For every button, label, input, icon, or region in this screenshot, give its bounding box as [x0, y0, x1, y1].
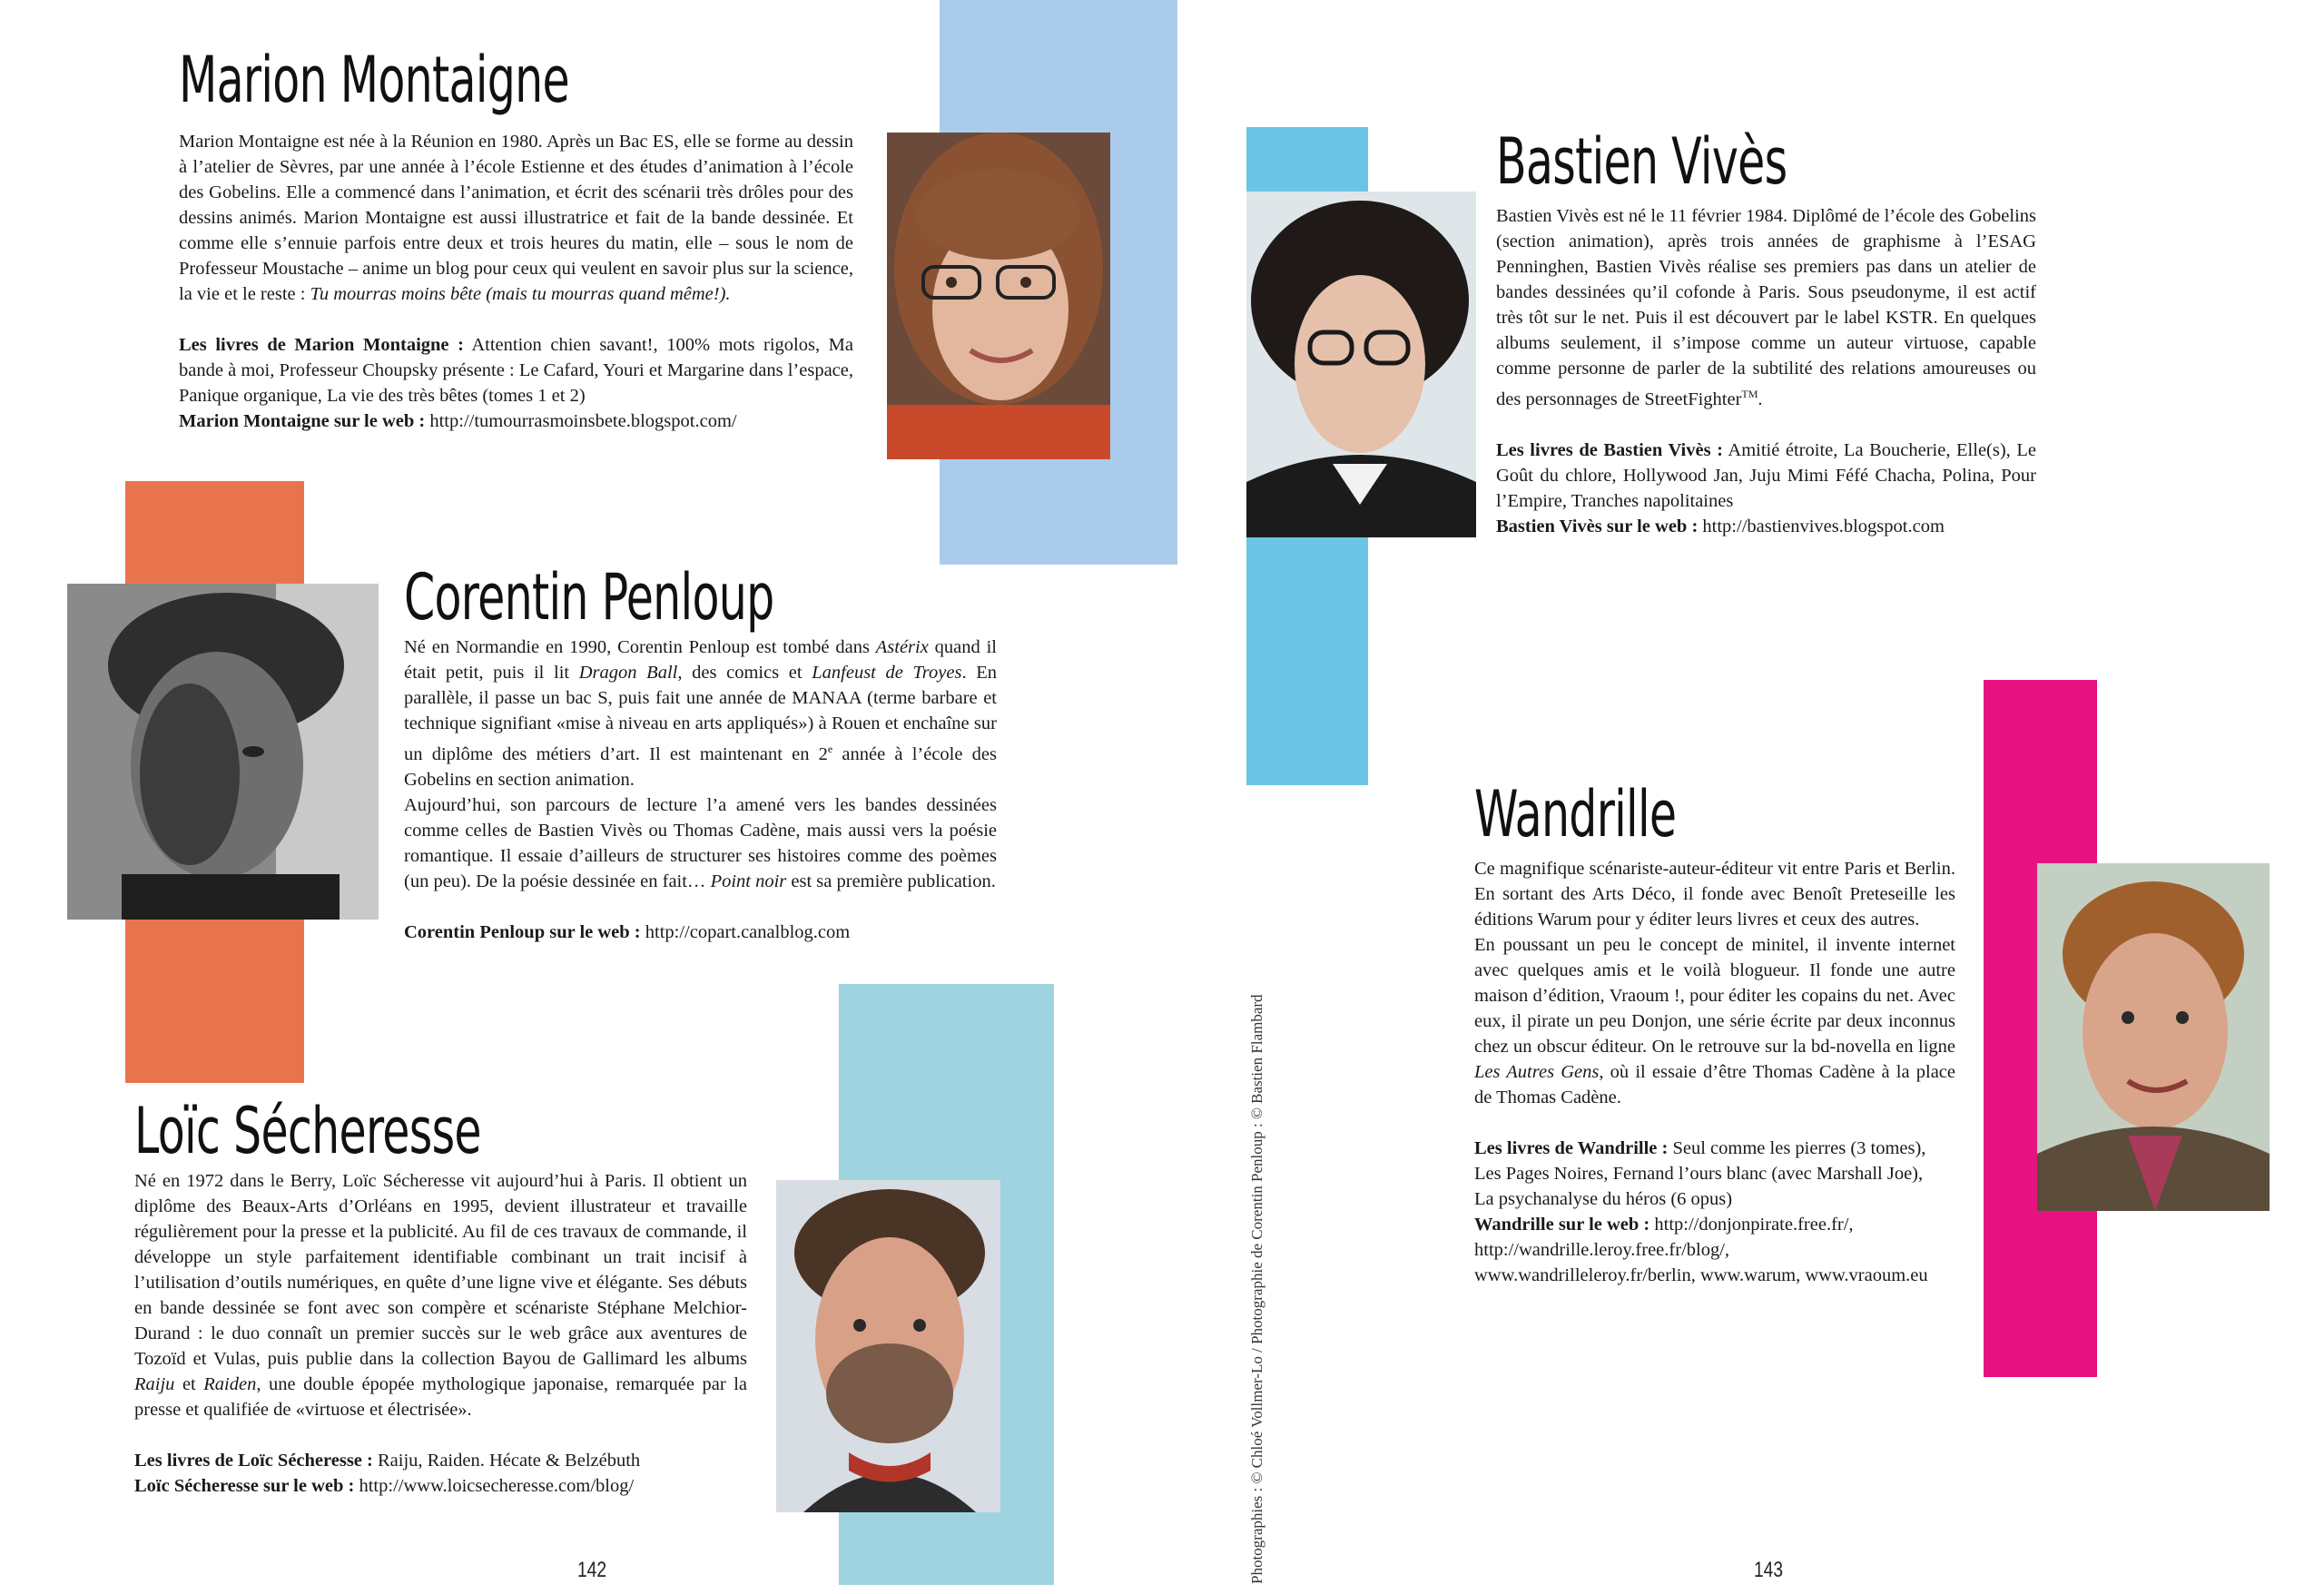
name-marion-montaigne: Marion Montaigne [179, 43, 569, 117]
photo-credit: Photographies : © Chloé Vollmer-Lo / Photographie de Corentin Penloup : © Bastien Flambard [1248, 994, 1265, 1584]
title-asterix: Astérix [875, 637, 929, 657]
web-link[interactable]: http://donjonpirate.free.fr/, [1649, 1215, 1854, 1235]
web-label: Wandrille sur le web : [1474, 1215, 1650, 1235]
bio-loic-secheresse [134, 1168, 747, 1499]
books-list: La psychanalyse du héros (6 opus) [1474, 1189, 1733, 1209]
bio-text: année à l’école des Gobelins en section animation. [404, 743, 997, 790]
title-lanfeust: Lanfeust de Troyes [812, 663, 962, 683]
page-number-right: 143 [1754, 1558, 1784, 1582]
portrait-wandrille [2037, 863, 2270, 1211]
books-label: Les livres de Bastien Vivès : [1496, 439, 1723, 460]
portrait-corentin-penloup [67, 584, 379, 920]
books-list: Seul comme les pierres (3 tomes), [1668, 1138, 1926, 1158]
web-link[interactable]: www.wandrilleleroy.fr/berlin, www.warum, www.vraoum.eu [1474, 1265, 1928, 1285]
trademark-sup: TM [1741, 388, 1758, 400]
web-link[interactable]: http://bastienvives.blogspot.com [1698, 516, 1945, 536]
name-loic-secheresse: Loïc Sécheresse [134, 1094, 481, 1168]
bio-text: . [1758, 389, 1763, 409]
bio-text: . En parallèle, il passe un bac S, puis fait une année de MANAA (terme barbare et technique signifiant «mise à niveau en arts appliqués») à Rouen et enchaîne sur un diplôme des métiers d’art. Il est maintenant en 2 [404, 663, 997, 764]
books-list: Attention chien savant!, 100% mots rigolos, Ma bande à moi, Professeur Choupsky présente : Le Cafard, Youri et Margarine dans l’espace, Panique organique, La vie des très bêtes (tomes 1 et 2) [179, 335, 853, 406]
web-label: Loïc Sécheresse sur le web : [134, 1476, 355, 1496]
blog-title: Tu mourras moins bête (mais tu mourras quand même!). [310, 284, 731, 304]
bio-text: , où il essaie d’être Thomas Cadène à la place de Thomas Cadène. [1474, 1062, 1955, 1107]
books-list: Raiju, Raiden. Hécate & Belzébuth [372, 1451, 641, 1471]
bio-text: et [174, 1374, 204, 1394]
bio-text: quand il était petit, puis il lit [404, 637, 997, 683]
books-list: Amitié étroite, La Boucherie, Elle(s), Le Goût du chlore, Hollywood Jan, Juju Mimi Féfé Chacha, Polina, Pour l’Empire, Tranches napolitaines [1496, 439, 2036, 511]
bio-text: Né en 1972 dans le Berry, Loïc Sécheresse vit aujourd’hui à Paris. Il obtient un diplôme des Beaux-Arts d’Orléans en 1995, devient illustrateur et travaille régulièrement pour la presse et la publicité. Au fil de ces travaux de commande, il développe un style parfaitement identifiable combinant un trait incisif à l’utilisation d’outils numériques, en quête d’une ligne vive et élégante. Ses débuts en bande dessinée se font avec son compère et scénariste Stéphane Melchior-Durand : le duo connaît un premier succès sur le web grâce aux aventures de Tozoïd et Vulas, puis publie dans la collection Bayou de Gallimard les albums [134, 1171, 747, 1369]
title-point-noir: Point noir [710, 871, 787, 891]
portrait-loic-secheresse [776, 1180, 1000, 1512]
bio-marion-montaigne [179, 129, 853, 434]
web-label: Corentin Penloup sur le web : [404, 921, 641, 942]
bio-text: Aujourd’hui, son parcours de lecture l’a amené vers les bandes dessinées comme celles de Bastien Vivès ou Thomas Cadène, mais aussi vers la poésie romantique. Il essaie d’ailleurs de structurer ses histoires comme des poèmes (un peu). De la poésie dessinée en fait… [404, 794, 997, 891]
portrait-bastien-vives [1246, 192, 1476, 537]
bio-text: , des comics et [677, 663, 812, 683]
books-list: Les Pages Noires, Fernand l’ours blanc (avec Marshall Joe), [1474, 1164, 1924, 1184]
page-number-left: 142 [577, 1558, 607, 1582]
ordinal-sup: e [827, 743, 833, 755]
web-link[interactable]: http://www.loicsecheresse.com/blog/ [354, 1476, 635, 1496]
bio-text: En poussant un peu le concept de minitel, il invente internet avec quelques amis et le voilà blogueur. Il fonde une autre maison d’édition, Vraoum !, pour éditer les copains du net. Avec eux, il pirate un peu Donjon, une série écrite par deux inconnus chez un obscur éditeur. On le retrouve sur la bd-novella en ligne [1474, 935, 1955, 1057]
title-dragon-ball: Dragon Ball [578, 663, 678, 683]
web-label: Marion Montaigne sur le web : [179, 411, 426, 431]
title-raiju: Raiju [134, 1374, 175, 1394]
name-bastien-vives: Bastien Vivès [1496, 124, 1787, 199]
web-label: Bastien Vivès sur le web : [1496, 516, 1699, 536]
bio-text: Marion Montaigne est née à la Réunion en 1980. Après un Bac ES, elle se forme au dessin à l’atelier de Sèvres, par une année à l’école Estienne et des études d’animation à l’école des Gobelins. Elle a commencé dans l’animation, et écrit des scénarii très drôles pour des dessins animés. Marion Montaigne est aussi illustratrice et fait de la bande dessinée. Et comme elle s’ennuie parfois entre deux et trois heures du matin, elle – sous le nom de Professeur Moustache – anime un blog pour ceux qui veulent en savoir plus sur la science, la vie et le reste : [179, 132, 853, 304]
web-link[interactable]: http://copart.canalblog.com [640, 921, 851, 942]
bio-text: Ce magnifique scénariste-auteur-éditeur vit entre Paris et Berlin. En sortant des Arts Déco, il fonde avec Benoît Preteseille les éditions Warum pour y éditer leurs livres et ceux des autres. [1474, 859, 1955, 930]
books-label: Les livres de Marion Montaigne : [179, 335, 464, 355]
web-link[interactable]: http://tumourrasmoinsbete.blogspot.com/ [425, 411, 737, 431]
bio-corentin-penloup [404, 635, 997, 945]
portrait-marion-montaigne [887, 133, 1110, 459]
bio-text: Bastien Vivès est né le 11 février 1984. Diplômé de l’école des Gobelins (section animation), après trois années de graphisme à l’ESAG Penninghen, Bastien Vivès réalise ses premiers pas dans un atelier de bandes dessinées qu’il cofonde à Paris. Sous pseudonyme, il est actif très tôt sur le net. Puis il est découvert par le label KSTR. En quelques albums seulement, il s’impose comme un auteur virtuose, capable comme personne de parler de la subtilité des relations amoureuses ou des personnages de StreetFighter [1496, 206, 2036, 409]
title-les-autres-gens: Les Autres Gens [1474, 1062, 1600, 1082]
name-wandrille: Wandrille [1474, 777, 1677, 851]
bio-bastien-vives [1496, 203, 2036, 539]
bio-text: , une double épopée mythologique japonaise, remarquée par la presse et qualifiée de «virtuose et électrisée». [134, 1374, 748, 1420]
name-corentin-penloup: Corentin Penloup [404, 560, 774, 635]
web-link[interactable]: http://wandrille.leroy.free.fr/blog/, [1474, 1240, 1730, 1260]
bio-text: est sa première publication. [786, 871, 996, 891]
bio-wandrille [1474, 856, 1955, 1288]
books-label: Les livres de Wandrille : [1474, 1138, 1669, 1158]
books-label: Les livres de Loïc Sécheresse : [134, 1451, 373, 1471]
title-raiden: Raiden [203, 1374, 257, 1394]
bio-text: Né en Normandie en 1990, Corentin Penloup est tombé dans [404, 637, 876, 657]
